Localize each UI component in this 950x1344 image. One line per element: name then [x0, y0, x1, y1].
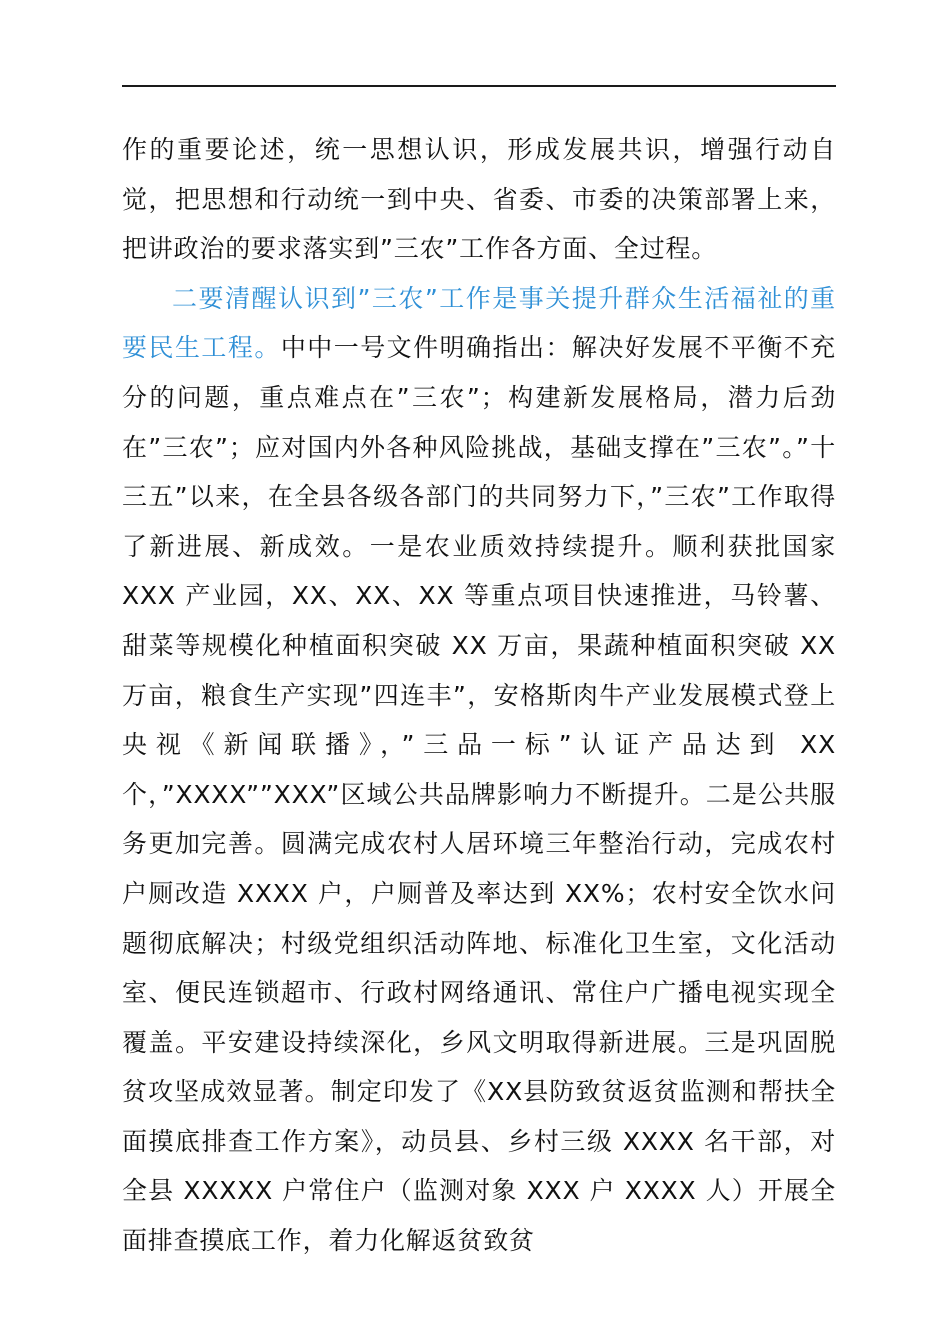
header-rule — [122, 85, 836, 87]
paragraph-heading-highlight: 二要清醒认识到”三农”工作是事关提升群众生活福祉的重要民生工程。 — [122, 283, 836, 363]
paragraph-text: 作的重要论述，统一思想认识，形成发展共识，增强行动自觉，把思想和行动统一到中央、省委、市委的决策部署上来，把讲政治的要求落实到”三农”工作各方面、全过程。 — [122, 135, 836, 264]
paragraph-two — [122, 274, 836, 1266]
paragraph-text: 中中一号文件明确指出：解决好发展不平衡不充分的问题，重点难点在”三农”；构建新发展格局，潜力后劲在”三农”；应对国内外各种风险挑战，基础支撑在”三农”。”十三五”以来，在全县各级各部门的共同努力下，”三农”工作取得了新进展、新成效。一是农业质效持续提升。顺利获批国家 XXX 产业园，XX、XX、XX 等重点项目快速推进，马铃薯、甜菜等规模化种植面积突破 XX 万亩，果蔬种植面积突破 XX 万亩，粮食生产实现”四连丰”，安格斯肉牛产业发展模式登上央视《新闻联播》，”三品一标”认证产品达到 XX 个，”XXXX””XXX”区域公共品牌影响力不断提升。二是公共服务更加完善。圆满完成农村人居环境三年整治行动，完成农村户厕改造 XXXX 户，户厕普及率达到 XX%；农村安全饮水问题彻底解决；村级党组织活动阵地、标准化卫生室，文化活动室、便民连锁超市、行政村网络通讯、常住户广播电视实现全覆盖。平安建设持续深化，乡风文明取得新进展。三是巩固脱贫攻坚成效显著。制定印发了《XX县防致贫返贫监测和帮扶全面摸底排查工作方案》，动员县、乡村三级 XXXX 名干部，对全县 XXXXX 户常住户（监测对象 XXX 户 XXXX 人）开展全面排查摸底工作，着力化解返贫致贫 — [122, 333, 836, 1256]
paragraph-continuation — [122, 125, 836, 274]
document-body — [122, 125, 836, 1266]
